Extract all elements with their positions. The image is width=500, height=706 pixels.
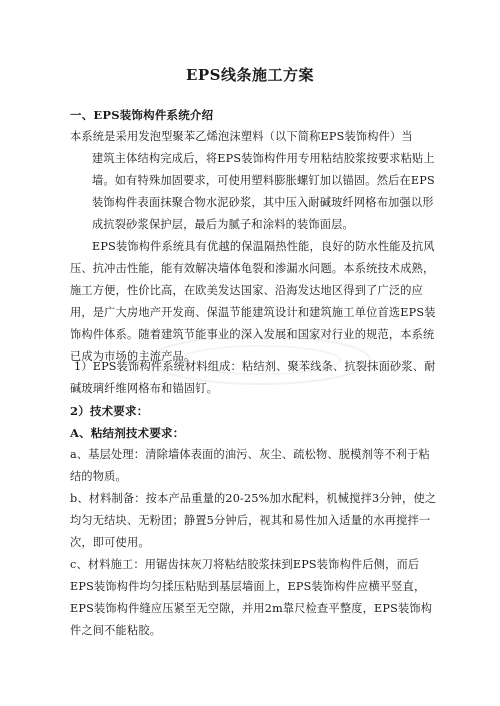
item-a-paragraph: a、基层处理：清除墙体表面的油污、灰尘、疏松物、脱模剂等不利于粘结的物质。 — [70, 448, 430, 483]
technical-requirements-heading: 2）技术要求： — [70, 404, 149, 418]
intro-continuation: 建筑主体结构完成后，将EPS装饰构件用专用粘结胶浆按要求粘贴上墙。如有特殊加固要求，可使用塑料膨胀螺钉加以锚固。然后在EPS装饰构件表面抹聚合物水泥砂浆，其中压入耐碱玻纤网格布加强以形成抗裂砂浆保护层，最后为腻子和涂料的装饰面层。 — [92, 152, 435, 231]
adhesive-requirements-heading: A、粘结剂技术要求： — [70, 426, 185, 440]
section-heading-intro: 一、EPS装饰构件系统介绍 — [70, 108, 214, 122]
materials-paragraph: 1）EPS装饰构件系统材料组成：粘结剂、聚苯线条、抗裂抹面砂浆、耐碱玻璃纤维网格布和锚固钉。 — [70, 360, 436, 395]
document-title: EPS线条施工方案 — [185, 66, 315, 84]
item-c-paragraph: c、材料施工：用锯齿抹灰刀将粘结胶浆抹到EPS装饰构件后侧，而后EPS装饰构件均匀揉压粘贴到基层墙面上，EPS装饰构件应横平竖直，EPS装饰构件缝应压紧至无空隙，并用2m靠尺检查平整度，EPS装饰构件之间不能粘胶。 — [70, 558, 433, 637]
item-b-paragraph: b、材料制备：按本产品重量的20-25%加水配料，机械搅拌3分钟，使之均匀无结块、无粉团；静置5分钟后，视其和易性加入适量的水再搅拌一次，即可使用。 — [70, 492, 437, 549]
intro-first-line: 本系统是采用发泡型聚苯乙烯泡沫塑料（以下简称EPS装饰构件）当 — [70, 130, 413, 143]
intro-paragraph — [70, 126, 440, 236]
performance-paragraph: EPS装饰构件系统具有优越的保温隔热性能，良好的防水性能及抗风压、抗冲击性能，能有效解决墙体龟裂和渗漏水问题。本系统技术成熟，施工方便，性价比高，在欧美发达国家、沿海发达地区得到了广泛的应用，是广大房地产开发商、保温节能建筑设计和建筑施工单位首选EPS装饰构件体系。随着建筑节能事业的深入发展和国家对行业的规范，本系统已成为市场的主流产品。 — [70, 240, 436, 363]
